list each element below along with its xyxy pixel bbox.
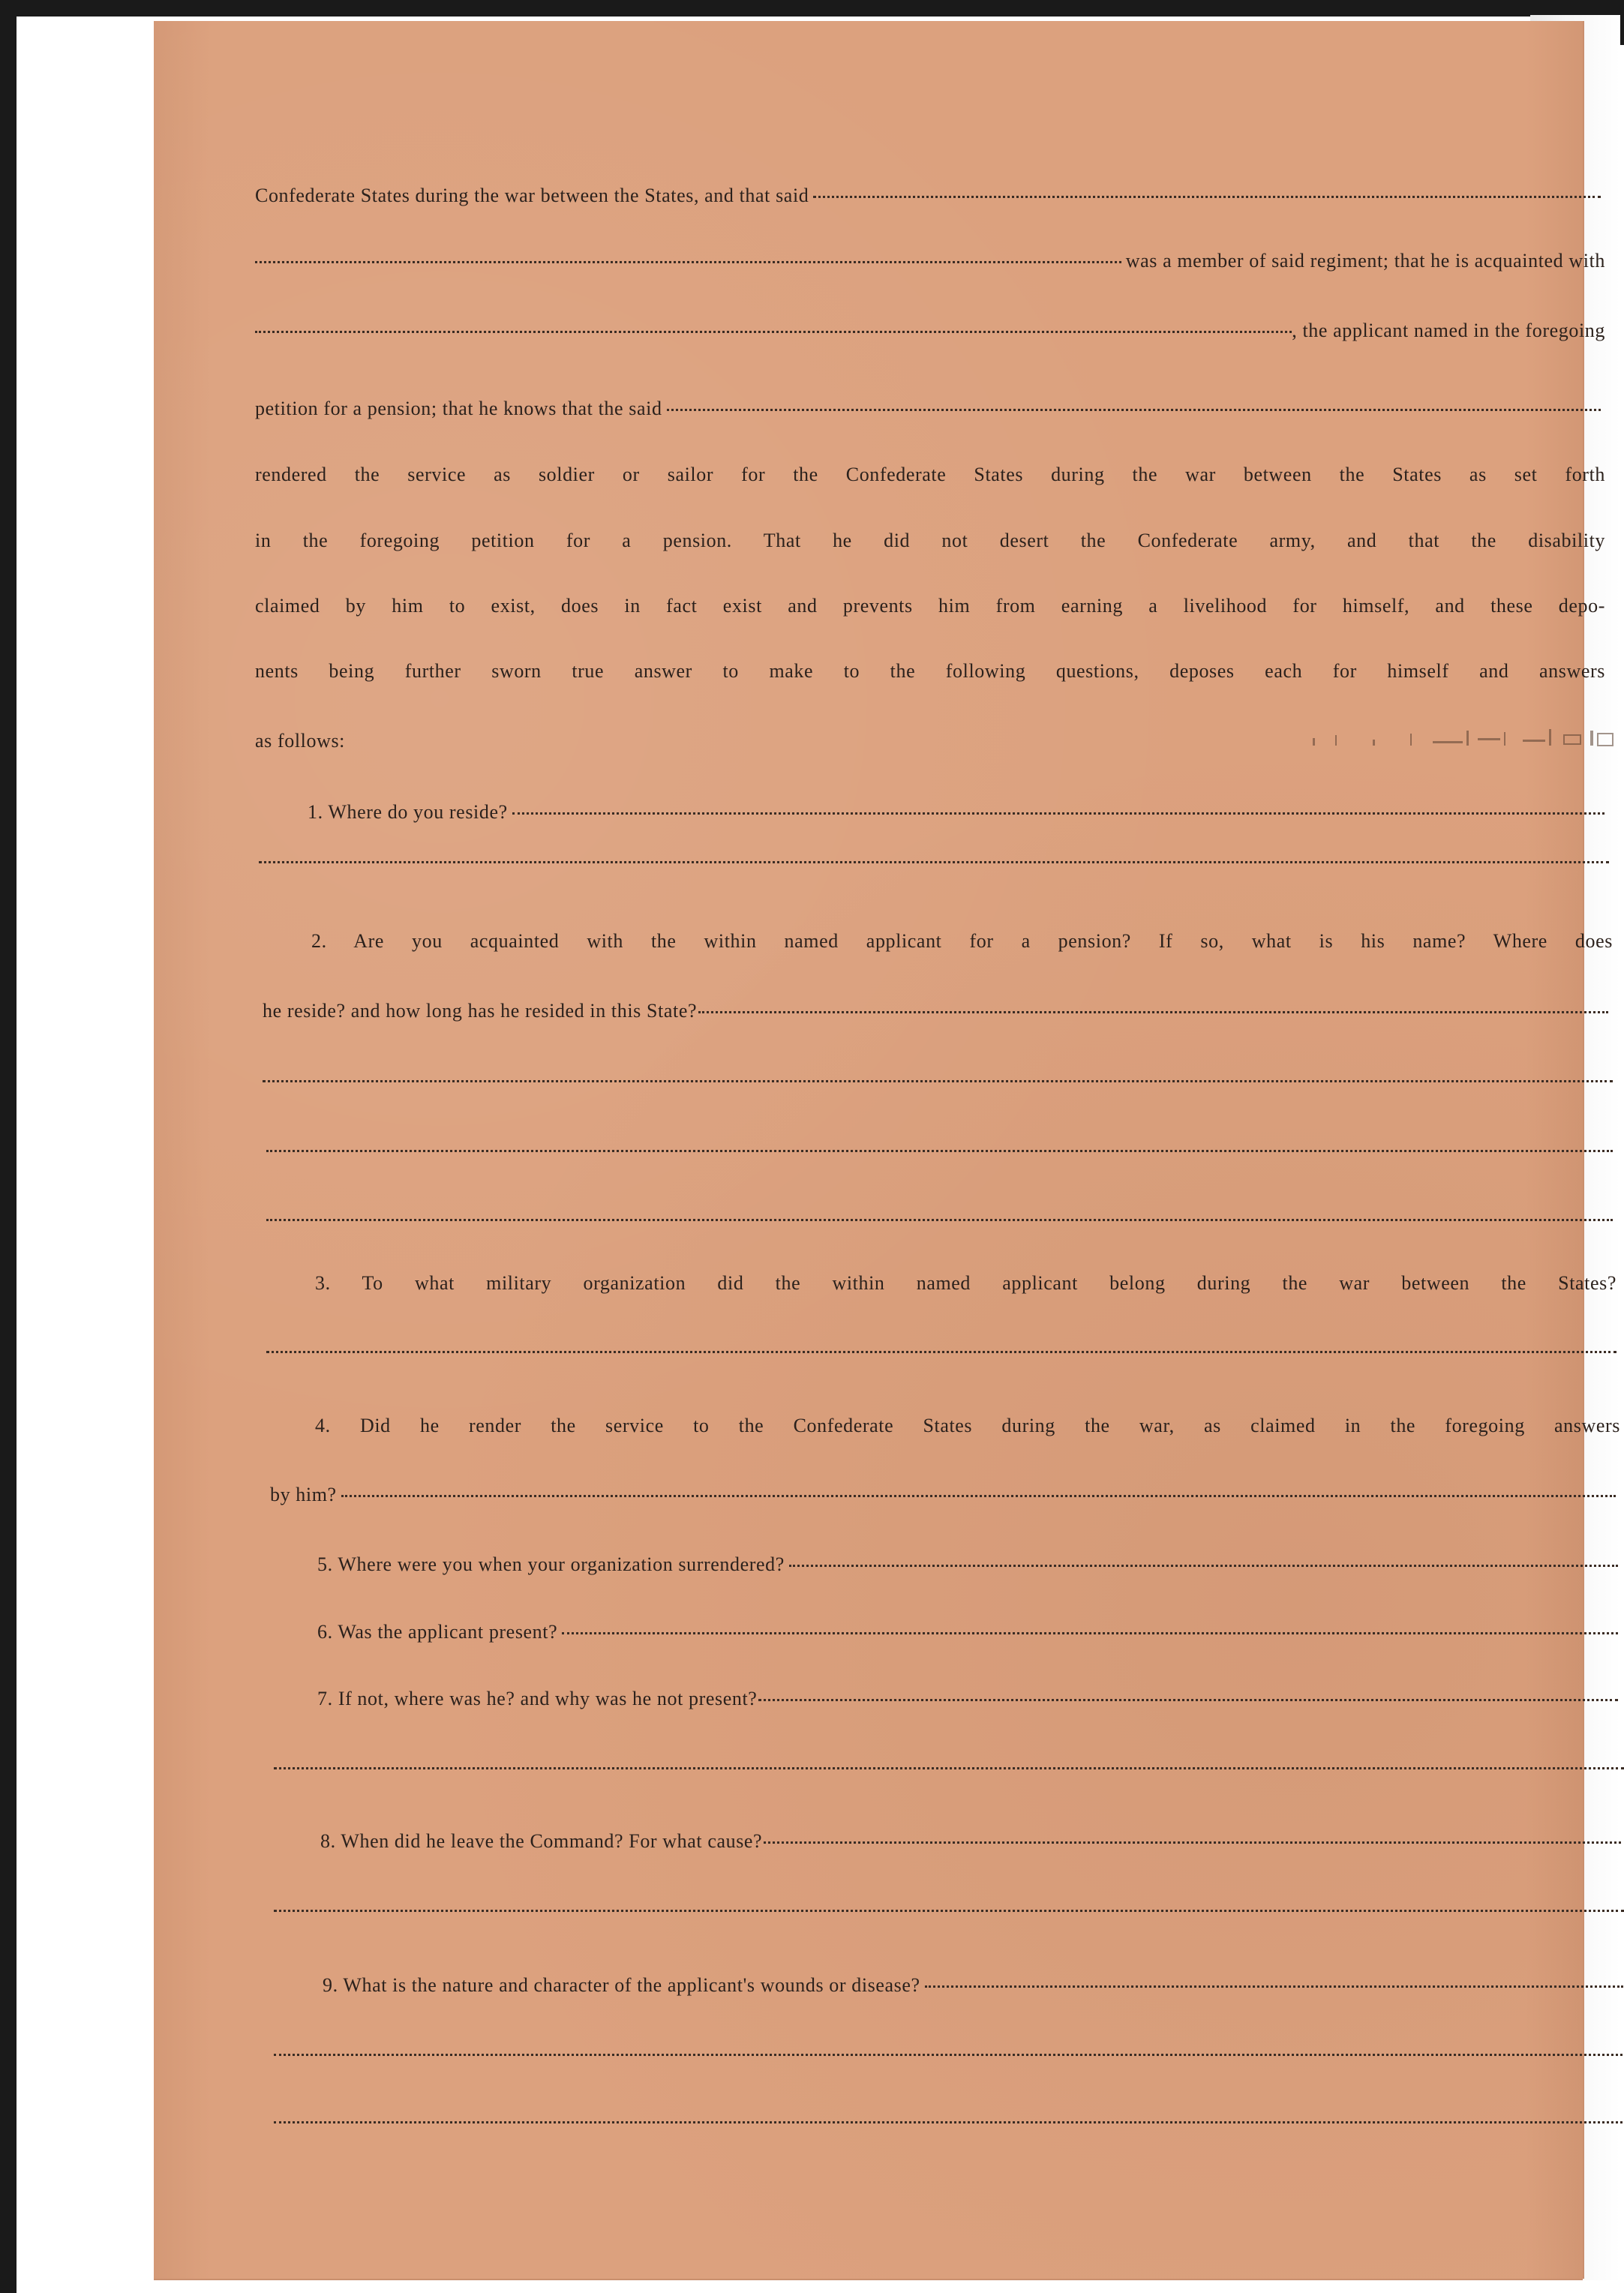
preamble-line-1: Confederate States during the war between the States, and that said [255,185,1605,207]
fill-blank-said-name[interactable] [667,409,1601,411]
question-5: 5. Where were you when your organization surrendered? [317,1553,1622,1576]
answer-7-line-2[interactable] [274,1767,1624,1769]
scanner-border-top [0,0,1624,17]
question-4-cont: by him? [270,1484,1620,1506]
question-7: 7. If not, where was he? and why was he not present? [317,1688,1622,1710]
question-1: 1. Where do you reside? [308,801,1609,824]
answer-4-blank[interactable] [341,1495,1616,1497]
question-3: 3. To what military organization did the within named applicant belong during the war between the States? [315,1272,1616,1294]
answer-5-blank[interactable] [789,1565,1618,1567]
answer-1-blank[interactable] [512,812,1604,815]
form-page [154,21,1620,2279]
preamble-line-2: was a member of said regiment; that he is acquainted with [255,250,1605,272]
answer-2-line-4[interactable] [266,1219,1613,1221]
scanner-border-left [0,0,17,2293]
preamble-line-8: nents being further sworn true answer to make to the following questions, deposes each for himself and answers [255,660,1605,682]
answer-6-blank[interactable] [562,1632,1618,1634]
answer-9-line-2[interactable] [274,2054,1624,2056]
answer-9-line-3[interactable] [274,2121,1624,2123]
answer-7-blank[interactable] [758,1699,1618,1701]
question-2-cont: he reside? and how long has he resided in this State? [263,1000,1613,1022]
answer-9-blank[interactable] [925,1985,1623,1988]
answer-8-line-2[interactable] [274,1910,1624,1912]
answer-2-blank[interactable] [698,1011,1608,1013]
question-4: 4. Did he render the service to the Confederate States during the war, as claimed in the foregoing answers [315,1415,1620,1436]
preamble-line-5: rendered the service as soldier or sailor for the Confederate States during the war between the States as set forth [255,464,1605,485]
answer-3-line[interactable] [266,1351,1616,1353]
question-9: 9. What is the nature and character of the applicant's wounds or disease? [323,1974,1624,1997]
preamble-line-6: in the foregoing petition for a pension. That he did not desert the Confederate army, and that the disability [255,530,1605,551]
answer-8-blank[interactable] [764,1841,1621,1844]
fill-blank-said[interactable] [813,196,1601,198]
answer-1-line-2[interactable] [259,861,1609,863]
question-2: 2. Are you acquainted with the within named applicant for a pension? If so, what is his name? Where does [311,930,1613,952]
preamble-line-4: petition for a pension; that he knows that the said [255,398,1605,420]
fill-blank-member-name[interactable] [255,261,1121,263]
fill-blank-applicant-name[interactable] [255,331,1292,333]
preamble-line-7: claimed by him to exist, does in fact exist and prevents him from earning a livelihood for himself, and these depo- [255,595,1605,617]
answer-2-line-2[interactable] [263,1080,1613,1082]
ink-bleed-marks [1305,728,1620,750]
answer-2-line-3[interactable] [266,1150,1613,1152]
preamble-line-9: as follows: [255,730,345,752]
question-8: 8. When did he leave the Command? For what cause? [320,1830,1624,1853]
question-6: 6. Was the applicant present? [317,1621,1622,1643]
preamble-line-3: , the applicant named in the foregoing [255,320,1605,342]
